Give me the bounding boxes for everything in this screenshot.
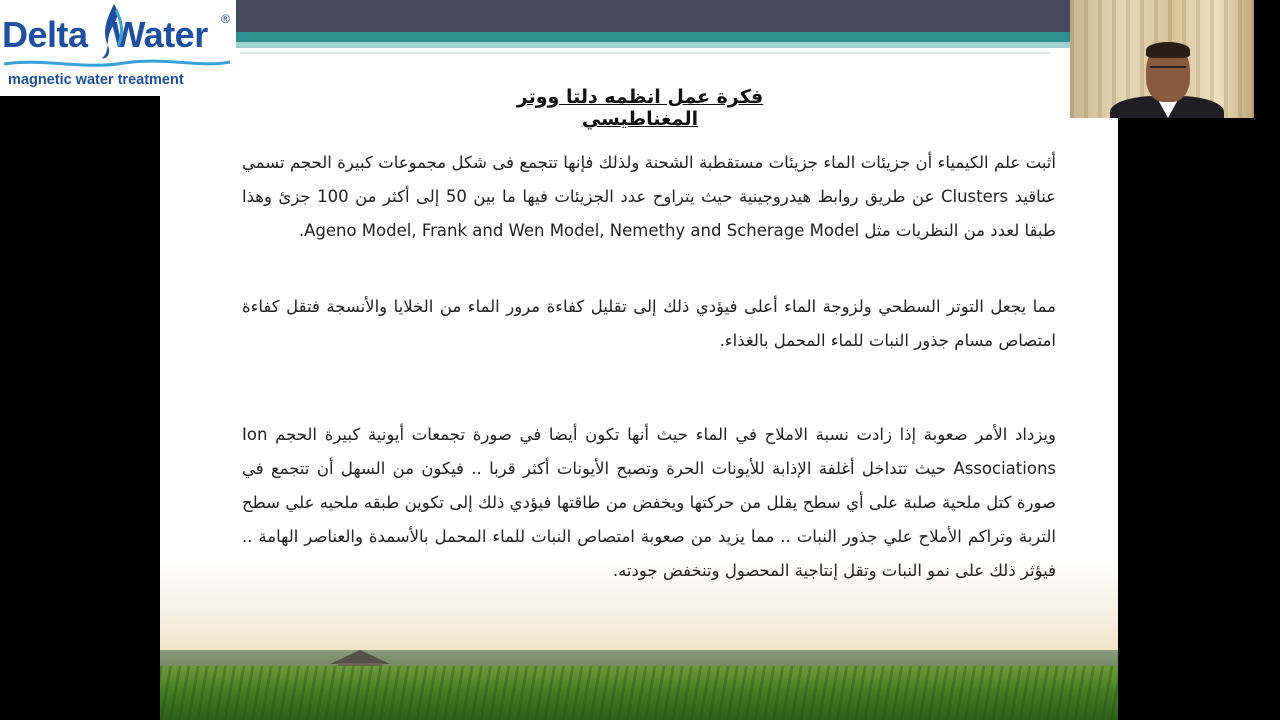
delta-water-logo <box>0 0 236 96</box>
slide-paragraph: ويزداد الأمر صعوبة إذا زادت نسبة الاملاح في الماء حيث أنها تكون أيضا في صورة تجمعات أيونية كبيرة الحجم Ion Associations حيث تتداخل أغلفة الإذابة للأيونات الحرة وتصبح الأيونات أكثر قربا .. فيكون من السهل أن تتجمع في صورة كتل ملحية صلبة على أي سطح يقلل من حركتها ويخفض من طاقتها فيؤدي ذلك إلى تكوين طبقه ملحيه علي سطح التربة وتراكم الأملاح علي جذور النبات .. مما يزيد من صعوبة امتصاص النبات للماء المحمل بالأسمدة والعناصر الهامة .. فيؤثر ذلك على نمو النبات وتقل إنتاجية المحصول وتنخفض جودته. <box>242 425 1056 580</box>
logo-word-delta: Delta <box>2 14 88 55</box>
slide-paragraph: مما يجعل التوتر السطحي ولزوجة الماء أعلى فيؤدي ذلك إلى تقليل كفاءة مرور الماء من الخلايا والأنسجة فتقل كفاءة امتصاص مسام جذور النبات للماء المحمل بالغذاء. <box>242 297 1056 350</box>
presentation-slide <box>160 0 1118 720</box>
slide-header-divider <box>240 52 1050 54</box>
registered-mark: ® <box>221 12 230 26</box>
landscape-cornfield <box>160 666 1118 720</box>
logo-tagline: magnetic water treatment <box>8 72 184 88</box>
barn-icon <box>330 650 390 664</box>
slide-title: فكرة عمل انظمه دلتا ووتر المغناطيسي <box>516 86 764 130</box>
slide-header-accent-light <box>160 42 1118 48</box>
slide-paragraph: أثبت علم الكيمياء أن جزيئات الماء جزيئات مستقطبة الشحنة ولذلك فإنها تتجمع فى شكل مجموعات كبيرة الحجم تسمي عناقيد Clusters عن طريق روابط هيدروجينية حيث يتراوح عدد الجزيئات فيها ما بين 50 إلى أكثر من 100 جزئ وهذا طبقا لعدد من النظريات مثل Ageno Model, Frank and Wen Model, Nemethy and Scherage Model. <box>242 153 1057 240</box>
logo-word-water: Water <box>111 14 208 55</box>
webcam-video-feed <box>1070 0 1254 118</box>
slide-header-accent <box>160 32 1118 42</box>
wave-icon <box>4 56 230 70</box>
presenter-hair <box>1146 42 1190 58</box>
slide-header-band <box>160 0 1118 32</box>
glasses-icon <box>1150 66 1186 76</box>
water-drop-icon <box>100 2 126 60</box>
